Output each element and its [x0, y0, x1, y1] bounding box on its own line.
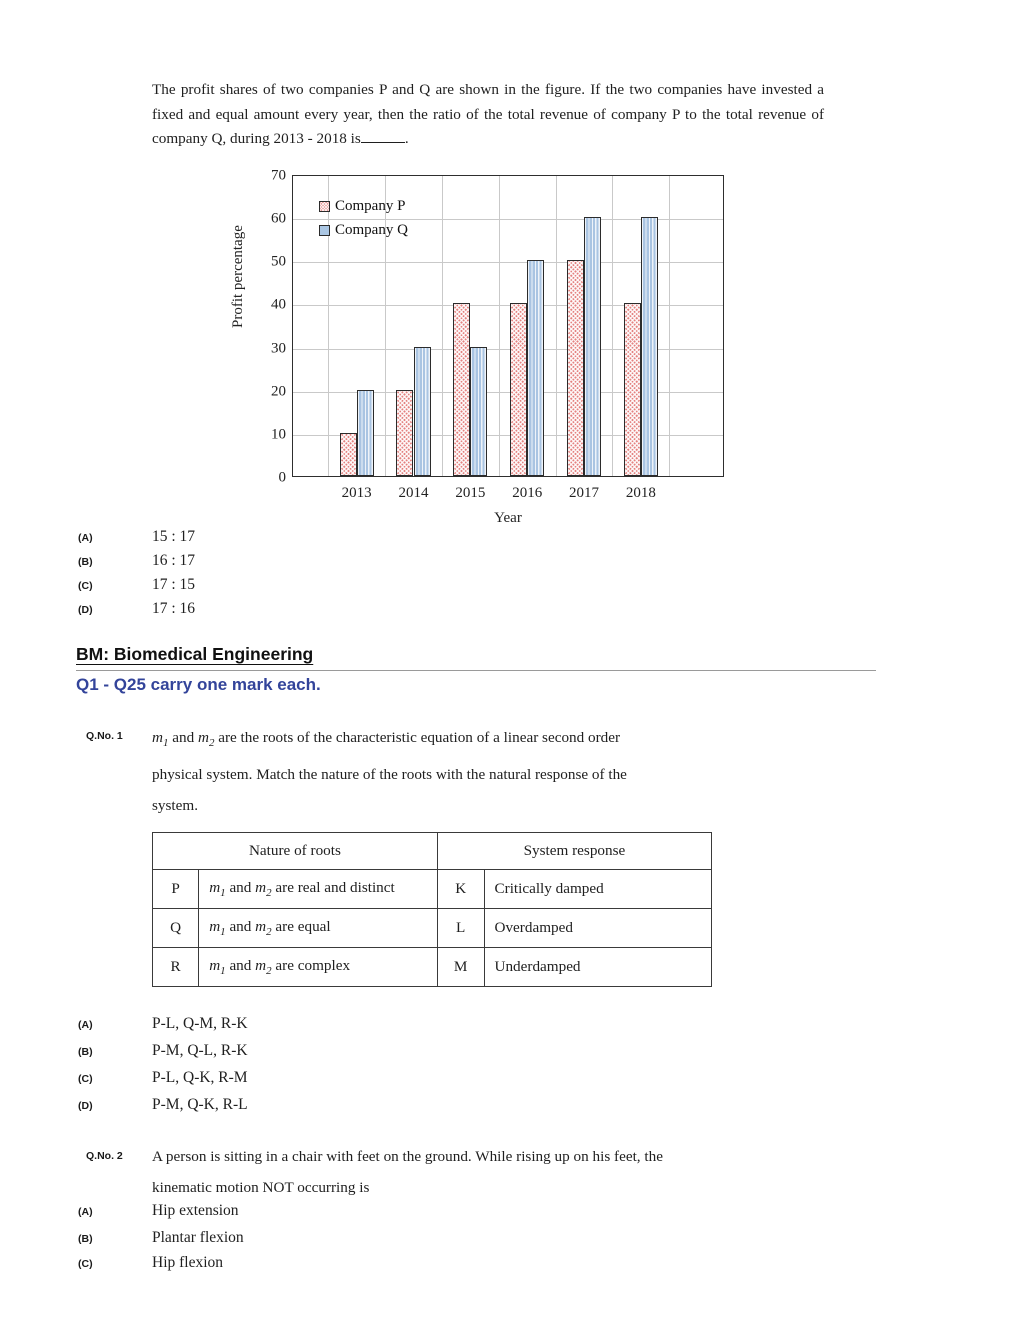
question2-line2: kinematic motion NOT occurring is: [152, 1179, 370, 1196]
row-key-q: Q: [153, 909, 199, 948]
bar-company-p-2016: [510, 303, 527, 476]
row-resp-m: Underdamped: [484, 948, 712, 987]
cell-desc-rest: are real and distinct: [271, 879, 395, 896]
section-heading: BM: Biomedical Engineering: [76, 644, 314, 664]
chart-x-axis-label: Year: [494, 510, 522, 526]
option-tag: (D): [78, 1100, 93, 1112]
y-tick-label: 40: [271, 296, 286, 313]
option-row-q2-c[interactable]: [78, 1254, 858, 1280]
row-resp-k: Critically damped: [484, 870, 712, 909]
option-text: Plantar flexion: [152, 1229, 244, 1246]
answer-blank: [361, 128, 405, 143]
cell-var-m2: m: [255, 918, 267, 936]
bar-company-q-2017: [584, 217, 601, 476]
option-tag: (C): [78, 1258, 93, 1270]
option-row-q1-a[interactable]: [78, 1015, 858, 1041]
option-text: P-L, Q-K, R-M: [152, 1069, 248, 1086]
table-row: [153, 870, 712, 909]
bar-company-q-2014: [414, 347, 431, 476]
section-divider: [76, 670, 876, 671]
option-row-ratio-d[interactable]: [78, 600, 858, 626]
legend-label-company-q: Company Q: [335, 222, 408, 238]
cell-var-m1: m: [209, 879, 221, 896]
option-tag: (B): [78, 556, 93, 568]
option-tag: (A): [78, 1019, 93, 1031]
option-row-q2-b[interactable]: [78, 1229, 858, 1255]
y-tick-label: 20: [271, 383, 286, 400]
row-desc-q: [199, 909, 438, 948]
option-text: Hip flexion: [152, 1254, 224, 1271]
bar-company-q-2016: [527, 260, 544, 476]
y-tick-label: 0: [278, 469, 286, 486]
option-tag: (D): [78, 604, 93, 616]
question1-text: [152, 722, 792, 821]
row-key-p: P: [153, 870, 199, 909]
bar-company-p-2017: [567, 260, 584, 476]
chart-plot-area: [271, 167, 724, 501]
option-row-q2-a[interactable]: [78, 1202, 858, 1228]
option-text: 17 : 16: [152, 600, 196, 617]
bar-company-p-2014: [396, 390, 413, 476]
x-tick-label: 2014: [398, 485, 429, 501]
q1-var-m2: m: [197, 729, 209, 746]
legend-item-company-p: [319, 194, 408, 218]
option-text: Hip extension: [152, 1202, 239, 1219]
legend-label-company-p: Company P: [335, 198, 406, 214]
cell-var-m2-sub: 2: [266, 926, 272, 939]
cell-conj: and: [225, 879, 256, 896]
question1-line2: physical system. Match the nature of the roots with the natural response of the: [152, 766, 627, 784]
cell-var-m1-sub: 1: [220, 887, 226, 900]
cell-var-m2: m: [255, 879, 267, 896]
option-row-ratio-b[interactable]: [78, 552, 858, 578]
option-tag: (A): [78, 1206, 93, 1218]
x-tick-label: 2016: [512, 485, 543, 501]
table-header-system-response: System response: [437, 833, 711, 870]
x-tick-label: 2013: [341, 485, 372, 501]
row-desc-p: [199, 870, 438, 909]
row-desc-r: [199, 948, 438, 987]
q1-var-m1: m: [152, 729, 163, 746]
option-row-q1-c[interactable]: [78, 1069, 858, 1095]
chart-legend: [319, 194, 408, 242]
option-text: P-M, Q-K, R-L: [152, 1096, 248, 1113]
option-row-ratio-c[interactable]: [78, 576, 858, 602]
table-header-nature-of-roots: Nature of roots: [153, 833, 438, 870]
cell-var-m2-sub: 2: [266, 965, 272, 978]
option-text: 15 : 17: [152, 528, 196, 545]
x-tick-label: 2018: [625, 485, 656, 501]
option-tag: (B): [78, 1046, 93, 1058]
cell-conj: and: [225, 918, 256, 936]
option-row-q1-b[interactable]: [78, 1042, 858, 1068]
bar-company-q-2015: [470, 347, 487, 476]
question-intro-paragraph: [152, 78, 824, 152]
intro-text-before-blank: The profit shares of two companies P and Q are shown in the figure. If the two companies have invested a fixed and equal amount every year, then the ratio of the total revenue of company P to the total revenue of company Q, during 2013 - 2018 is: [152, 81, 824, 147]
cell-var-m1: m: [209, 957, 221, 975]
y-tick-label: 70: [271, 167, 286, 184]
section-marks-note: Q1 - Q25 carry one mark each.: [76, 675, 321, 694]
cell-var-m2-sub: 2: [266, 887, 272, 900]
cell-conj: and: [225, 957, 256, 975]
x-tick-label: 2017: [569, 485, 600, 501]
legend-item-company-q: [319, 218, 408, 242]
cell-var-m2: m: [255, 957, 267, 975]
bar-company-q-2018: [641, 217, 658, 476]
y-tick-label: 30: [271, 340, 286, 357]
option-text: P-M, Q-L, R-K: [152, 1042, 248, 1059]
option-tag: (A): [78, 532, 93, 544]
option-text: 16 : 17: [152, 552, 196, 569]
bar-company-p-2013: [340, 433, 357, 476]
row-key-k: K: [437, 870, 484, 909]
option-tag: (C): [78, 580, 93, 592]
cell-desc-rest: are complex: [271, 957, 351, 975]
legend-swatch-company-q-icon: [319, 225, 330, 236]
option-row-q1-d[interactable]: [78, 1096, 858, 1122]
table-header-row: [153, 833, 712, 870]
intro-text-after-blank: .: [404, 130, 409, 147]
option-tag: (C): [78, 1073, 93, 1085]
q1-var-m1-sub: 1: [162, 737, 169, 750]
row-resp-l: Overdamped: [484, 909, 712, 948]
cell-var-m1-sub: 1: [220, 926, 226, 939]
option-tag: (B): [78, 1233, 93, 1245]
option-text: P-L, Q-M, R-K: [152, 1015, 248, 1032]
question1-line1: [152, 722, 792, 759]
table-row: [153, 948, 712, 987]
cell-var-m1-sub: 1: [220, 965, 226, 978]
x-tick-label: 2015: [455, 485, 486, 501]
y-tick-label: 10: [271, 426, 286, 443]
bar-company-p-2015: [453, 303, 470, 476]
question1-line3: system.: [152, 797, 198, 815]
row-key-r: R: [153, 948, 199, 987]
option-text: 17 : 15: [152, 576, 196, 593]
question2-line1: A person is sitting in a chair with feet on the ground. While rising up on his feet, the: [152, 1148, 663, 1165]
cell-var-m1: m: [209, 918, 221, 936]
bar-company-q-2013: [357, 390, 374, 476]
option-row-ratio-a[interactable]: [78, 528, 858, 554]
match-the-following-table: [152, 832, 712, 987]
question1-number: Q.No. 1: [86, 730, 123, 742]
q1-conj: and: [168, 729, 198, 746]
question2-text: [152, 1141, 802, 1203]
row-key-m: M: [437, 948, 484, 987]
profit-percentage-bar-chart: [230, 167, 728, 528]
q1-line1-rest: are the roots of the characteristic equation of a linear second order: [214, 729, 621, 746]
legend-swatch-company-p-icon: [319, 201, 330, 212]
y-tick-label: 60: [271, 210, 286, 227]
row-key-l: L: [437, 909, 484, 948]
table-row: [153, 909, 712, 948]
cell-desc-rest: are equal: [271, 918, 331, 936]
bar-company-p-2018: [624, 303, 641, 476]
chart-y-axis-label: Profit percentage: [230, 225, 246, 328]
y-tick-label: 50: [271, 253, 286, 270]
question2-number: Q.No. 2: [86, 1150, 123, 1162]
q1-var-m2-sub: 2: [208, 737, 215, 750]
